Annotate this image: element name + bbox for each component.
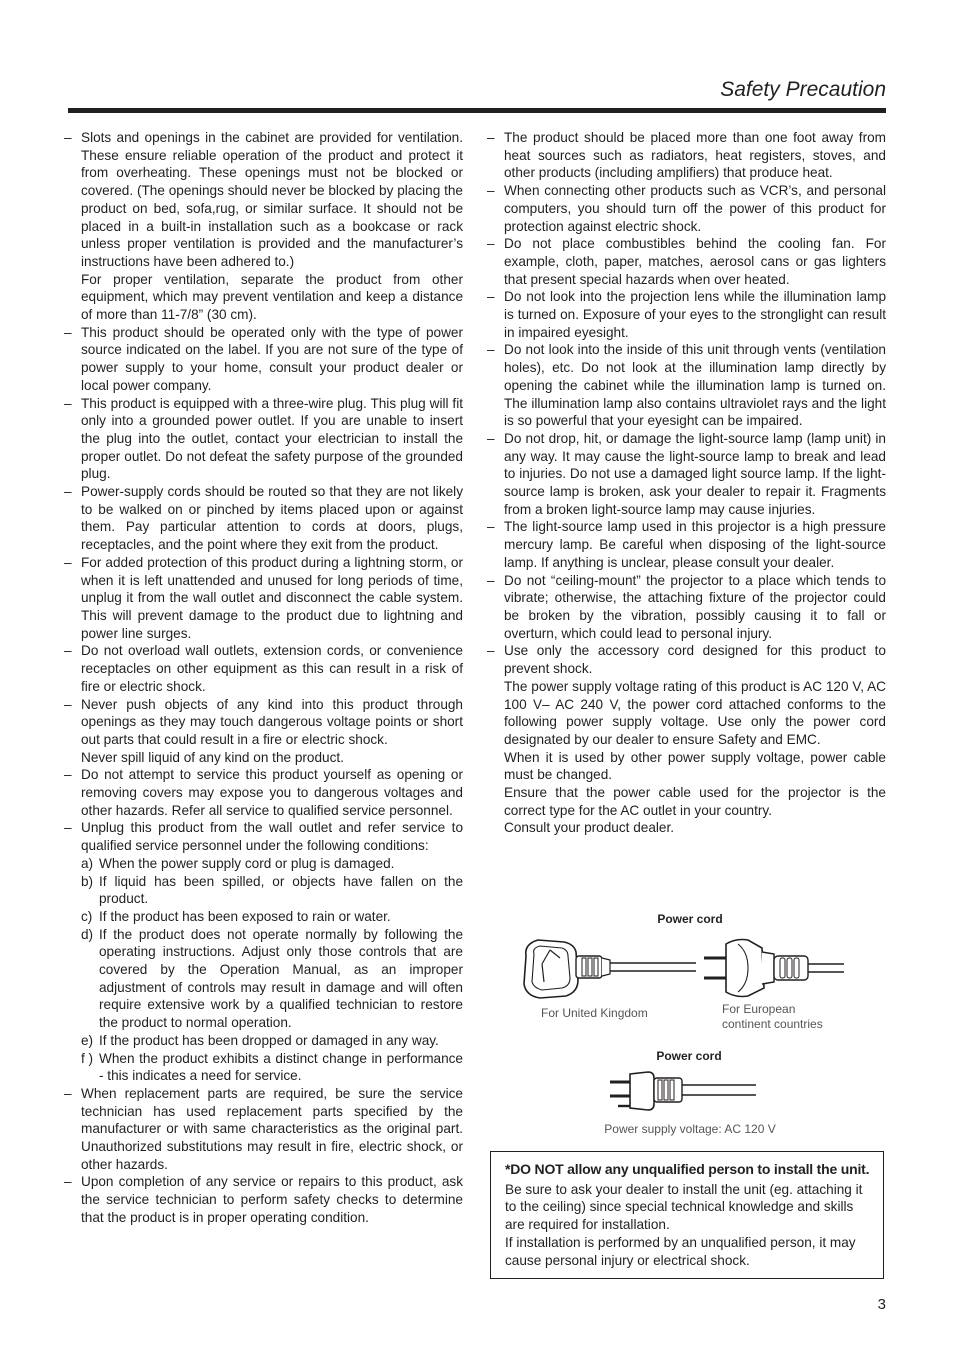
sub-item-label: a) <box>81 855 94 871</box>
item-paragraph: When it is used by other power supply voltage, power cable must be changed. <box>504 749 886 783</box>
item-paragraph: Do not look into the inside of this unit through vents (ventilation holes), etc. Do not look at the illumination lamp directly by opening the cabinet while the illumination lamp is turned on. The illumination lamp also contains ultraviolet rays and the light is so powerful that your eyesight can be impaired. <box>504 342 886 429</box>
eu-plug-illustration <box>702 936 852 1002</box>
list-item <box>487 430 886 519</box>
list-item <box>487 182 886 235</box>
notice-paragraph: If installation is performed by an unqualified person, it may cause personal injury or electrical shock. <box>505 1234 856 1268</box>
item-paragraph: Do not drop, hit, or damage the light-source lamp (lamp unit) in any way. It may cause the light-source lamp to break and lead to injuries. Do not use a damaged light source lamp. If the light-source lamp is broken, ask your dealer to repair it. Fragments from a broken light-source lamp may cause injuries. <box>504 430 886 517</box>
sub-item-text: If liquid has been spilled, or objects have fallen on the product. <box>99 873 463 907</box>
notice-paragraph: Be sure to ask your dealer to install the unit (eg. attaching it to the ceiling) since special technical knowledge and skills are required for installation. <box>505 1181 863 1233</box>
item-paragraph: Power-supply cords should be routed so that they are not likely to be walked on or pinched by items placed upon or against them. Pay particular attention to cords at doors, plugs, receptacles, and the point where they exit from the product. <box>81 484 463 553</box>
sub-item <box>81 926 463 1032</box>
item-paragraph: For proper ventilation, separate the product from other equipment, which may prevent ventilation and keep a distance of more than 11-7/8” (30 cm). <box>81 271 463 323</box>
bullet-dash: – <box>64 324 72 340</box>
sub-item <box>81 908 463 926</box>
list-item <box>64 696 463 767</box>
sub-item-label: d) <box>81 926 94 942</box>
list-item <box>487 129 886 182</box>
bullet-dash: – <box>64 1085 72 1101</box>
us-plug-illustration <box>608 1068 760 1116</box>
left-column <box>64 129 463 1227</box>
list-item <box>487 288 886 341</box>
bullet-dash: – <box>64 130 72 145</box>
item-paragraph: Never push objects of any kind into this product through openings as they may touch dangerous voltage points or short out parts that could result in a fire or electric shock. <box>81 696 463 747</box>
item-paragraph: Do not look into the projection lens while the illumination lamp is turned on. Exposure of your eyes to the stronglight can result in impaired eyesight. <box>504 289 886 340</box>
sub-item <box>81 873 463 908</box>
item-paragraph: For added protection of this product during a lightning storm, or when it is left unattended and unused for long periods of time, unplug it from the wall outlet and disconnect the cable system. This will prevent damage to the product due to lightning and power line surges. <box>81 554 463 641</box>
sub-item <box>81 1032 463 1050</box>
item-paragraph: Use only the accessory cord designed for this product to prevent shock. <box>504 643 886 677</box>
list-item <box>487 518 886 571</box>
item-paragraph: Upon completion of any service or repairs to this product, ask the service technician to perform safety checks to determine that the product is in proper operating condition. <box>81 1174 463 1225</box>
page-number: 3 <box>877 1296 886 1313</box>
item-paragraph: The power supply voltage rating of this product is AC 120 V, AC 100 V– AC 240 V, the power cord attached conforms to the following power supply voltage. Use only the power cord designated by our dealer to ensure Safety and EMC. <box>504 678 886 747</box>
sub-item-label: e) <box>81 1032 94 1048</box>
header-rule <box>68 108 886 113</box>
item-paragraph: This product is equipped with a three-wire plug. This plug will fit only into a grounded power outlet. If you are unable to insert the plug into the outlet, contact your electrician to install the proper outlet. Do not defeat the safety purpose of the grounded plug. <box>81 395 463 482</box>
power-cord-label-us: Power cord <box>656 1049 722 1063</box>
list-item <box>64 129 463 324</box>
sub-item <box>81 1050 463 1085</box>
power-cord-label: Power cord <box>657 912 723 926</box>
page-title: Safety Precaution <box>720 78 886 101</box>
bullet-dash: – <box>487 236 495 252</box>
bullet-dash: – <box>487 183 495 199</box>
item-paragraph: Do not overload wall outlets, extension cords, or convenience receptacles on other equipment as this can result in a risk of fire or electric shock. <box>81 643 463 694</box>
list-item <box>64 324 463 395</box>
sub-item-label: b) <box>81 873 94 889</box>
item-paragraph: Unplug this product from the wall outlet and refer service to qualified service personnel under the following conditions: <box>81 820 463 854</box>
installation-notice-box <box>490 1151 884 1279</box>
list-item <box>64 554 463 643</box>
item-paragraph: This product should be operated only with the type of power source indicated on the label. If you are not sure of the type of power supply to your home, consult your product dealer or local power company. <box>81 324 463 393</box>
us-caption: Power supply voltage: AC 120 V <box>604 1122 776 1136</box>
right-column <box>487 129 886 837</box>
list-item <box>64 395 463 484</box>
bullet-dash: – <box>487 289 495 305</box>
item-paragraph: The light-source lamp used in this projector is a high pressure mercury lamp. Be careful when disposing of the light-source lamp. If anything is unclear, please consult your dealer. <box>504 519 886 570</box>
bullet-dash: – <box>487 430 495 446</box>
item-paragraph: Consult your product dealer. <box>504 820 675 836</box>
item-paragraph: When connecting other products such as VCR’s, and personal computers, you should turn off the power of this product for protection against electric shock. <box>504 183 886 234</box>
item-paragraph: Slots and openings in the cabinet are provided for ventilation. These ensure reliable operation of the product and protect it from overheating. These openings must not be blocked or covered. (The openings should never be blocked by placing the product on bed, sofa,rug, or similar surface. It should not be placed in a built-in installation such as a bookcase or rack unless proper ventilation is provided and the manufacturer’s instructions have been adhered to.) <box>81 130 463 269</box>
list-item <box>64 819 463 1085</box>
bullet-dash: – <box>64 767 72 783</box>
bullet-dash: – <box>64 554 72 570</box>
item-paragraph: Never spill liquid of any kind on the product. <box>81 749 344 765</box>
bullet-dash: – <box>64 1174 72 1190</box>
bullet-dash: – <box>64 395 72 411</box>
sub-item-text: If the product does not operate normally by following the operating instructions. Adjust only those controls that are covered by the Operation Manual, as an improper adjustment of controls may result in damage and will often require extensive work by a qualified technician to restore the product to normal operation. <box>99 926 463 1031</box>
item-paragraph: The product should be placed more than one foot away from heat sources such as radiators, heat registers, stoves, and other products (including amplifiers) that produce heat. <box>504 130 886 181</box>
item-paragraph: Ensure that the power cable used for the projector is the correct type for the AC outlet in your country. <box>504 785 886 818</box>
notice-heading: *DO NOT allow any unqualified person to install the unit. <box>505 1161 870 1177</box>
sub-item <box>81 855 463 873</box>
bullet-dash: – <box>64 484 72 500</box>
sub-item-label: f ) <box>81 1050 94 1066</box>
bullet-dash: – <box>487 342 495 358</box>
list-item <box>64 766 463 819</box>
list-item <box>64 483 463 554</box>
bullet-dash: – <box>64 820 72 836</box>
sub-item-text: When the power supply cord or plug is damaged. <box>99 855 395 871</box>
list-item <box>487 572 886 643</box>
list-item <box>64 1173 463 1226</box>
list-item <box>487 235 886 288</box>
bullet-dash: – <box>487 643 495 659</box>
uk-plug-illustration <box>520 936 700 1002</box>
sub-item-label: c) <box>81 908 93 924</box>
bullet-dash: – <box>487 572 495 588</box>
sub-item-text: If the product has been exposed to rain or water. <box>99 908 391 924</box>
list-item <box>487 341 886 430</box>
bullet-dash: – <box>64 696 72 712</box>
sub-item-text: When the product exhibits a distinct change in performance - this indicates a need for service. <box>99 1050 463 1084</box>
sub-item-text: If the product has been dropped or damaged in any way. <box>99 1032 439 1048</box>
bullet-dash: – <box>487 519 495 535</box>
eu-caption: For European continent countries <box>722 1002 823 1031</box>
item-paragraph: Do not place combustibles behind the cooling fan. For example, cloth, paper, matches, aerosol cans or gas lighters that present special hazards when over heated. <box>504 236 886 287</box>
list-item <box>64 642 463 695</box>
item-paragraph: When replacement parts are required, be sure the service technician has used replacement parts specified by the manufacturer or with same characteristics as the original part. Unauthorized substitutions may result in fire, electric shock, or other hazards. <box>81 1085 463 1172</box>
bullet-dash: – <box>64 643 72 659</box>
bullet-dash: – <box>487 130 495 145</box>
list-item <box>487 642 886 837</box>
uk-caption: For United Kingdom <box>541 1006 648 1020</box>
item-paragraph: Do not attempt to service this product yourself as opening or removing covers may expose you to dangerous voltages and other hazards. Refer all service to qualified service personnel. <box>81 767 463 818</box>
list-item <box>64 1085 463 1174</box>
item-paragraph: Do not “ceiling-mount” the projector to a place which tends to vibrate; otherwise, the attaching fixture of the projector could be broken by the vibration, possibly causing it to fall or overturn, which could lead to personal injury. <box>504 572 886 641</box>
